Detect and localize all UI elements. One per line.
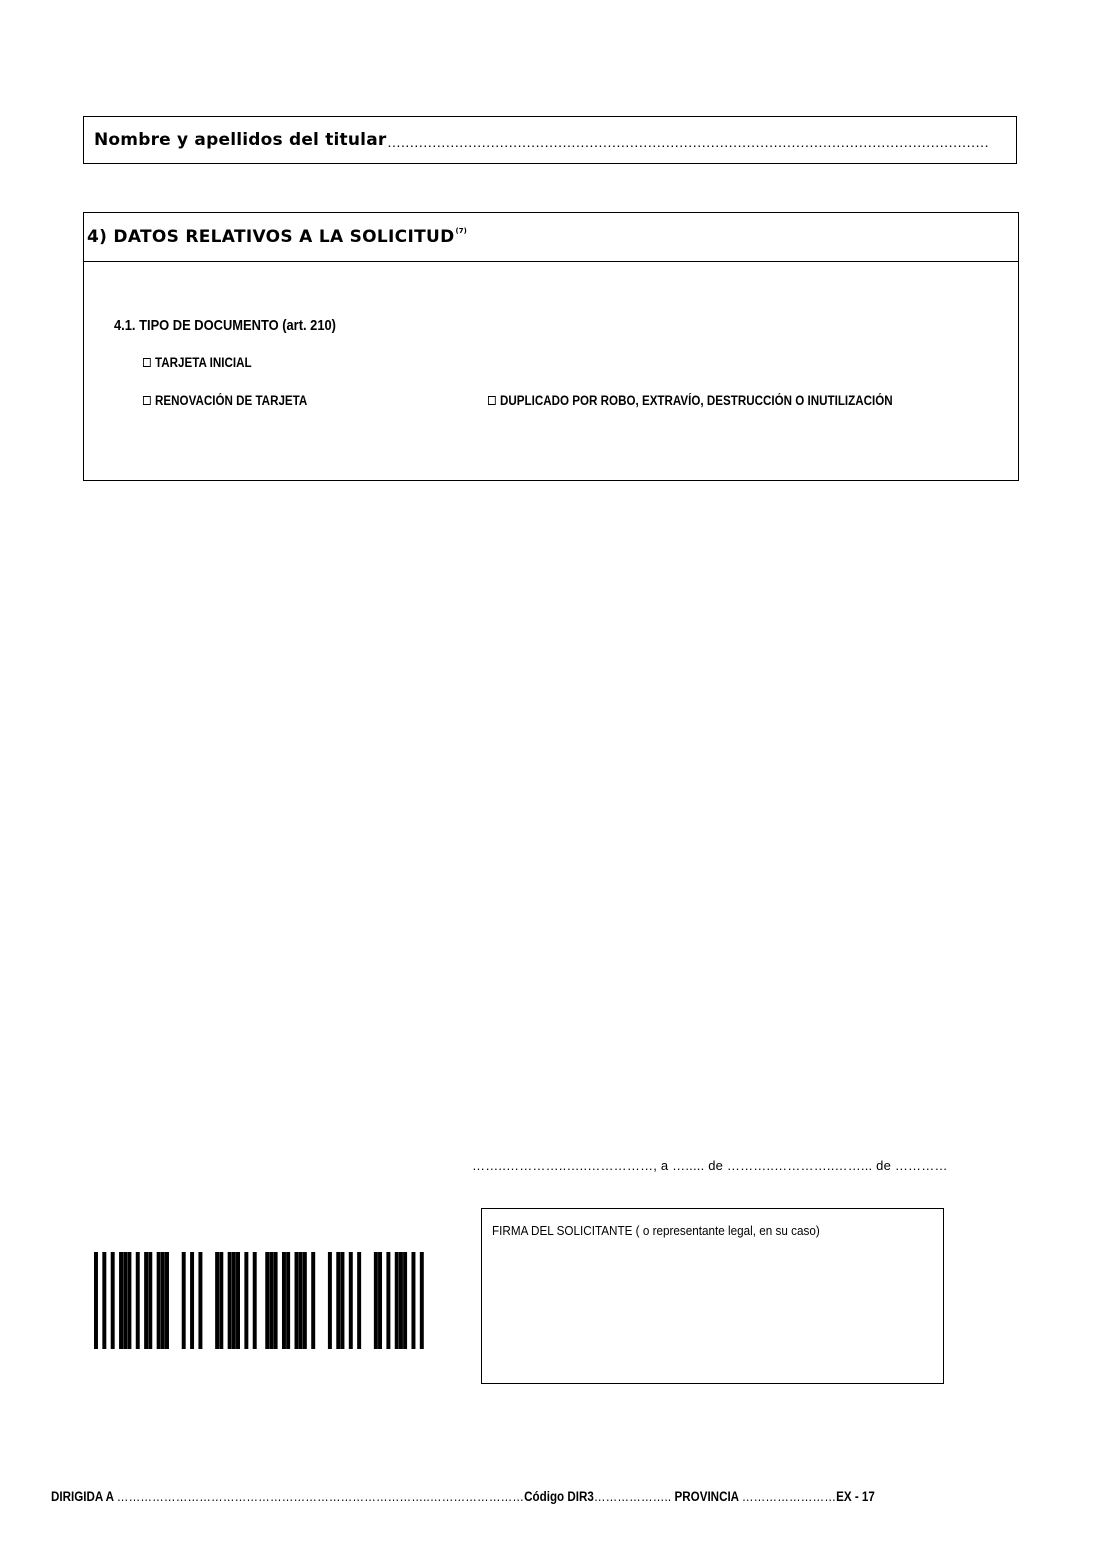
- option-renewal-card[interactable]: [143, 393, 307, 408]
- barcode-bar: [286, 1252, 290, 1349]
- barcode-bar: [395, 1252, 399, 1349]
- barcode-bar: [411, 1252, 415, 1349]
- barcode-bar: [303, 1252, 307, 1349]
- barcode-bar: [215, 1252, 219, 1349]
- option-initial-label: TARJETA INICIAL: [155, 355, 252, 370]
- option-duplicate-card[interactable]: [488, 393, 893, 408]
- barcode-bar: [374, 1252, 378, 1349]
- barcode-bar: [144, 1252, 148, 1349]
- dir3-dots[interactable]: ………………..: [593, 1489, 672, 1504]
- barcode-bar: [161, 1252, 165, 1349]
- barcode-bar: [232, 1252, 236, 1349]
- barcode-bar: [274, 1252, 278, 1349]
- barcode-bar: [253, 1252, 257, 1349]
- barcode-bar: [386, 1252, 390, 1349]
- barcode-bar: [119, 1252, 123, 1349]
- checkbox-icon[interactable]: [488, 396, 496, 405]
- section-request-data: [83, 212, 1019, 481]
- barcode-bar: [399, 1252, 403, 1349]
- barcode-bar: [244, 1252, 248, 1349]
- option-renewal-label: RENOVACIÓN DE TARJETA: [155, 393, 308, 408]
- checkbox-icon[interactable]: [143, 358, 151, 367]
- barcode-bar: [190, 1252, 194, 1349]
- dir3-label: Código DIR3: [524, 1489, 594, 1504]
- directed-label: DIRIGIDA A: [51, 1489, 117, 1504]
- holder-name-field[interactable]: [83, 116, 1017, 164]
- barcode-bar: [165, 1252, 169, 1349]
- province-dots[interactable]: ……………………: [741, 1489, 837, 1504]
- barcode-bar: [282, 1252, 286, 1349]
- barcode-bar: [403, 1252, 407, 1349]
- section-header: [84, 213, 1018, 262]
- barcode-bar: [182, 1252, 186, 1349]
- barcode-bar: [420, 1252, 424, 1349]
- barcode-bar: [111, 1252, 115, 1349]
- barcode-bar: [123, 1252, 127, 1349]
- barcode-bar: [94, 1252, 98, 1349]
- barcode-bar: [311, 1252, 315, 1349]
- section-note-ref: (7): [455, 227, 467, 235]
- barcode-bar: [357, 1252, 361, 1349]
- barcode-bar: [236, 1252, 240, 1349]
- province-label: PROVINCIA: [671, 1489, 742, 1504]
- option-duplicate-label: DUPLICADO POR ROBO, EXTRAVÍO, DESTRUCCIÓN O INUTILIZACIÓN: [500, 393, 893, 408]
- barcode-bar: [265, 1252, 269, 1349]
- barcode-bar: [269, 1252, 273, 1349]
- barcode-bar: [378, 1252, 382, 1349]
- signature-box[interactable]: [481, 1208, 944, 1384]
- barcode-bar: [336, 1252, 340, 1349]
- holder-name-dots: ......................................................................................................................................: [387, 134, 990, 150]
- barcode-bar: [136, 1252, 140, 1349]
- barcode-bar: [295, 1252, 299, 1349]
- barcode-bar: [127, 1252, 131, 1349]
- checkbox-icon[interactable]: [143, 396, 151, 405]
- barcode-bar: [157, 1252, 161, 1349]
- place-date-line[interactable]: ……..…………..…..……………, a …..... de ………..…………..……... de …………: [472, 1158, 948, 1173]
- section-title: 4) DATOS RELATIVOS A LA SOLICITUD: [87, 227, 455, 247]
- barcode-bar: [328, 1252, 332, 1349]
- footer-line: [51, 1489, 997, 1504]
- barcode-bar: [299, 1252, 303, 1349]
- barcode-bar: [148, 1252, 152, 1349]
- barcode-bar: [198, 1252, 202, 1349]
- directed-dots[interactable]: ……………………………………………………………………..……………………: [116, 1489, 525, 1504]
- barcode-bar: [102, 1252, 106, 1349]
- holder-name-label: Nombre y apellidos del titular: [94, 130, 387, 150]
- signature-label: FIRMA DEL SOLICITANTE ( o representante legal, en su caso): [492, 1223, 820, 1238]
- form-code: EX - 17: [836, 1489, 875, 1504]
- barcode-bar: [219, 1252, 223, 1349]
- subsection-title: 4.1. TIPO DE DOCUMENTO (art. 210): [114, 317, 336, 334]
- barcode-bar: [349, 1252, 353, 1349]
- option-initial-card[interactable]: [143, 355, 252, 370]
- barcode-image: [94, 1252, 424, 1349]
- barcode-bar: [228, 1252, 232, 1349]
- barcode-bar: [340, 1252, 344, 1349]
